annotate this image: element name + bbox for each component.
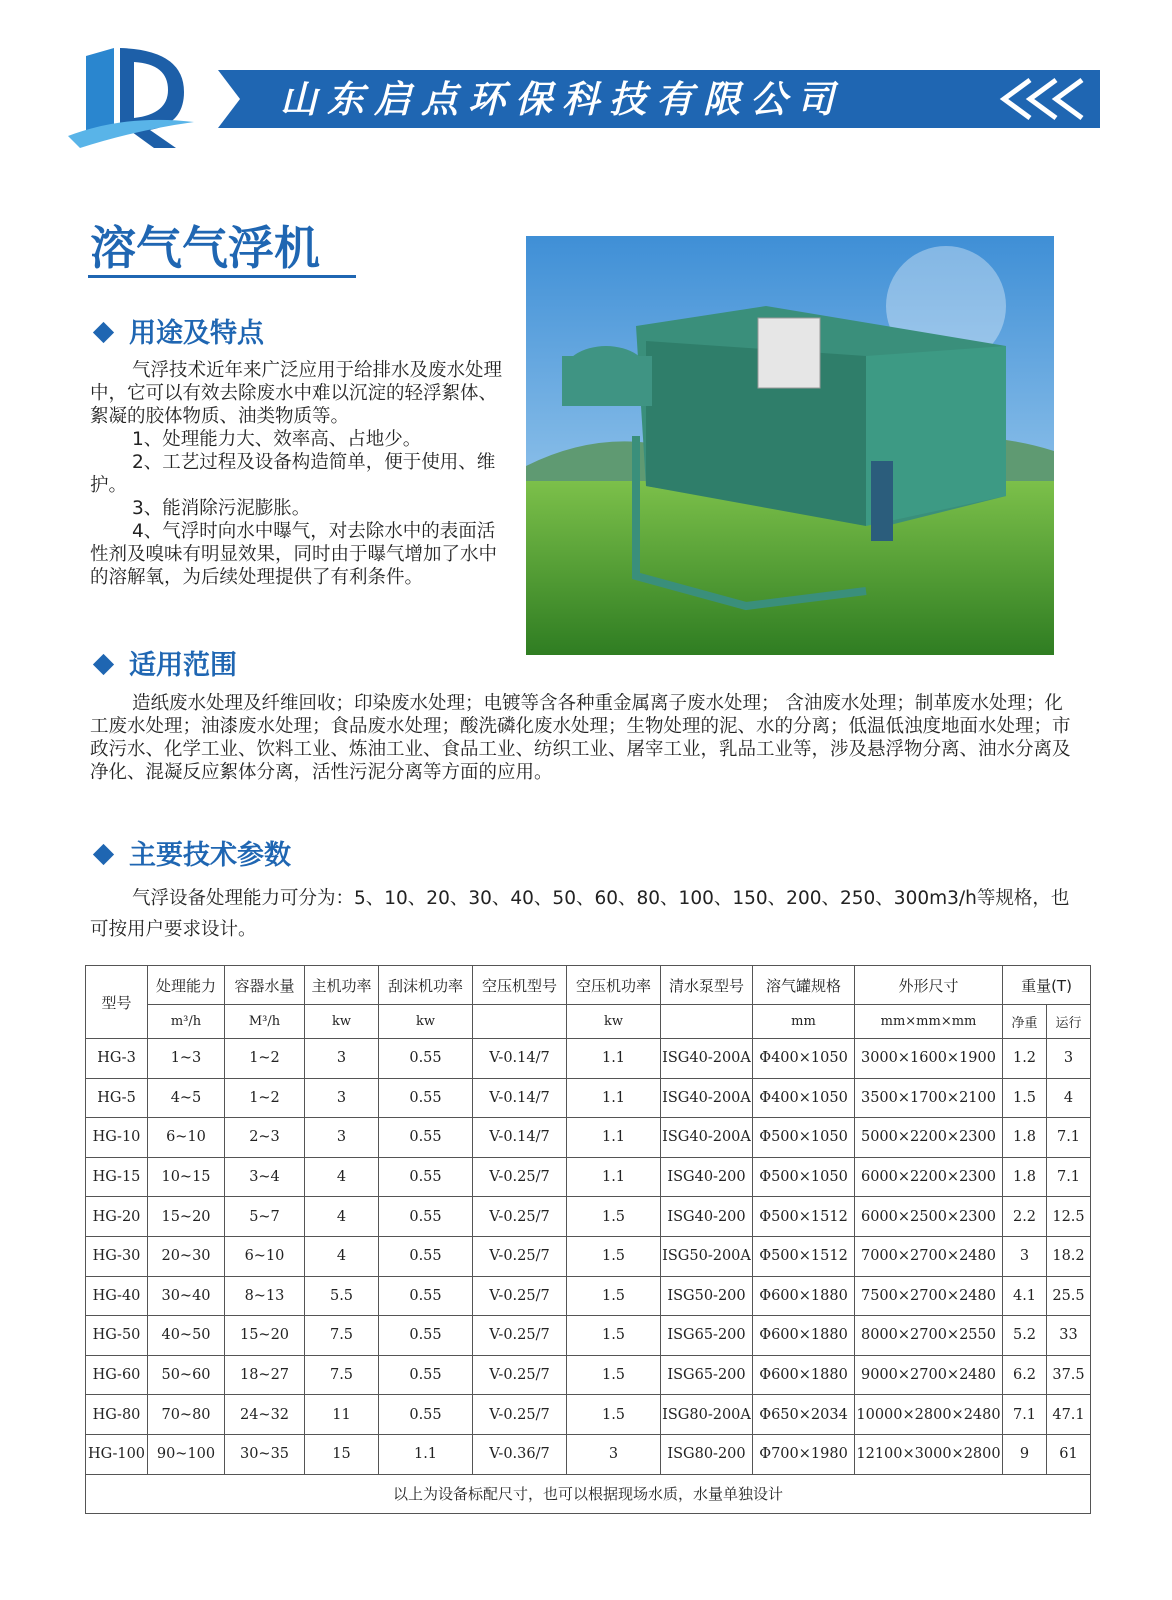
table-header-cell: 空压机型号 — [473, 966, 567, 1005]
table-cell: V-0.14/7 — [473, 1039, 567, 1079]
table-row — [86, 1434, 1091, 1474]
table-cell: 11 — [305, 1395, 379, 1435]
table-cell: 1.5 — [567, 1355, 661, 1395]
table-cell: 18.2 — [1047, 1236, 1091, 1276]
table-cell: 3 — [1003, 1236, 1047, 1276]
product-photo — [526, 236, 1054, 655]
table-cell: ISG40-200 — [661, 1197, 753, 1237]
diamond-bullet-icon — [93, 844, 114, 865]
table-cell: V-0.25/7 — [473, 1197, 567, 1237]
table-row — [86, 1118, 1091, 1158]
table-unit-cell: 净重 — [1003, 1005, 1047, 1039]
table-cell: Φ600×1880 — [753, 1276, 855, 1316]
table-cell: 0.55 — [379, 1316, 473, 1356]
model-cell: HG-20 — [86, 1197, 148, 1237]
table-cell: 15~20 — [225, 1316, 305, 1356]
table-cell: 0.55 — [379, 1236, 473, 1276]
table-cell: 3 — [305, 1078, 379, 1118]
usage-intro: 气浮技术近年来广泛应用于给排水及废水处理中，它可以有效去除废水中难以沉淀的轻浮絮体、絮凝的胶体物质、油类物质等。 — [90, 360, 503, 427]
table-cell: 1.1 — [379, 1434, 473, 1474]
table-cell: 1.5 — [567, 1276, 661, 1316]
table-cell: Φ600×1880 — [753, 1355, 855, 1395]
table-footer-row — [86, 1474, 1091, 1513]
scope-paragraph: 造纸废水处理及纤维回收；印染废水处理；电镀等含各种重金属离子废水处理； 含油废水处理；制革废水处理；化工废水处理；油漆废水处理；食品废水处理；酸洗磷化废水处理；生物处理的泥、水的分离；低温低浊度地面水处理；市政污水、化学工业、饮料工业、炼油工业、食品工业、纺织工业、屠宰工业，乳品工业等，涉及悬浮物分离、油水分离及净化、混凝反应絮体分离，活性污泥分离等方面的应用。 — [90, 693, 1071, 783]
table-cell: 6000×2500×2300 — [855, 1197, 1003, 1237]
table-header-cell: 处理能力 — [148, 966, 225, 1005]
table-cell: 3500×1700×2100 — [855, 1078, 1003, 1118]
usage-item: 4、气浮时向水中曝气，对去除水中的表面活性剂及嗅味有明显效果，同时由于曝气增加了水中的溶解氧，为后续处理提供了有利条件。 — [90, 521, 498, 588]
table-cell: V-0.25/7 — [473, 1157, 567, 1197]
table-row — [86, 1236, 1091, 1276]
company-banner — [218, 70, 1100, 128]
table-cell: 61 — [1047, 1434, 1091, 1474]
table-cell: 70~80 — [148, 1395, 225, 1435]
table-cell: 40~50 — [148, 1316, 225, 1356]
table-cell: 5000×2200×2300 — [855, 1118, 1003, 1158]
model-cell: HG-60 — [86, 1355, 148, 1395]
table-cell: 0.55 — [379, 1118, 473, 1158]
table-cell: 20~30 — [148, 1236, 225, 1276]
company-name: 山东启点环保科技有限公司 — [280, 77, 844, 121]
table-cell: 7500×2700×2480 — [855, 1276, 1003, 1316]
table-cell: V-0.25/7 — [473, 1316, 567, 1356]
table-cell: 9000×2700×2480 — [855, 1355, 1003, 1395]
table-cell: 4 — [305, 1197, 379, 1237]
table-cell: Φ700×1980 — [753, 1434, 855, 1474]
table-cell: 1.5 — [567, 1316, 661, 1356]
model-cell: HG-15 — [86, 1157, 148, 1197]
table-cell: Φ400×1050 — [753, 1078, 855, 1118]
table-unit-cell: kw — [567, 1005, 661, 1039]
table-cell: 0.55 — [379, 1039, 473, 1079]
table-cell: V-0.25/7 — [473, 1276, 567, 1316]
table-cell: Φ500×1050 — [753, 1118, 855, 1158]
table-cell: 1.8 — [1003, 1157, 1047, 1197]
table-cell: Φ500×1512 — [753, 1197, 855, 1237]
table-cell: 7000×2700×2480 — [855, 1236, 1003, 1276]
page-title: 溶气气浮机 — [90, 221, 320, 275]
table-cell: 5.5 — [305, 1276, 379, 1316]
section-heading-params: 主要技术参数 — [92, 838, 291, 874]
table-row — [86, 1157, 1091, 1197]
table-header-cell: 主机功率 — [305, 966, 379, 1005]
table-row — [86, 1039, 1091, 1079]
table-cell: 0.55 — [379, 1276, 473, 1316]
table-cell: ISG65-200 — [661, 1355, 753, 1395]
table-cell: 6~10 — [148, 1118, 225, 1158]
table-header-cell: 外形尺寸 — [855, 966, 1003, 1005]
model-cell: HG-5 — [86, 1078, 148, 1118]
table-cell: 1.1 — [567, 1157, 661, 1197]
table-cell: 3 — [305, 1118, 379, 1158]
table-cell: 0.55 — [379, 1078, 473, 1118]
table-cell: 2~3 — [225, 1118, 305, 1158]
model-cell: HG-30 — [86, 1236, 148, 1276]
table-header-cell: 重量(T) — [1003, 966, 1091, 1005]
table-cell: 1.2 — [1003, 1039, 1047, 1079]
model-cell: HG-3 — [86, 1039, 148, 1079]
table-cell: V-0.25/7 — [473, 1236, 567, 1276]
table-row — [86, 1316, 1091, 1356]
table-cell: V-0.25/7 — [473, 1395, 567, 1435]
company-logo-icon — [66, 44, 198, 150]
scope-text — [90, 692, 1080, 784]
table-cell: 3000×1600×1900 — [855, 1039, 1003, 1079]
table-unit-cell — [661, 1005, 753, 1039]
table-cell: 5.2 — [1003, 1316, 1047, 1356]
table-cell: 12100×3000×2800 — [855, 1434, 1003, 1474]
table-unit-cell: mm — [753, 1005, 855, 1039]
table-cell: Φ650×2034 — [753, 1395, 855, 1435]
table-cell: ISG80-200 — [661, 1434, 753, 1474]
table-cell: ISG80-200A — [661, 1395, 753, 1435]
table-cell: 24~32 — [225, 1395, 305, 1435]
table-cell: 37.5 — [1047, 1355, 1091, 1395]
table-cell: 4 — [1047, 1078, 1091, 1118]
table-cell: Φ600×1880 — [753, 1316, 855, 1356]
model-cell: HG-10 — [86, 1118, 148, 1158]
table-cell: Φ400×1050 — [753, 1039, 855, 1079]
table-cell: 0.55 — [379, 1197, 473, 1237]
section-heading-usage: 用途及特点 — [92, 316, 264, 352]
table-cell: 10~15 — [148, 1157, 225, 1197]
table-cell: 3 — [305, 1039, 379, 1079]
table-cell: 15~20 — [148, 1197, 225, 1237]
table-cell: 7.1 — [1047, 1157, 1091, 1197]
table-cell: 1.5 — [567, 1197, 661, 1237]
table-cell: 1.1 — [567, 1078, 661, 1118]
table-cell: 50~60 — [148, 1355, 225, 1395]
table-cell: 1~2 — [225, 1078, 305, 1118]
chevrons-icon — [958, 76, 1090, 122]
table-cell: ISG50-200 — [661, 1276, 753, 1316]
table-unit-cell — [473, 1005, 567, 1039]
table-cell: 0.55 — [379, 1355, 473, 1395]
title-underline — [88, 275, 356, 278]
table-unit-row — [86, 1005, 1091, 1039]
table-cell: ISG40-200 — [661, 1157, 753, 1197]
usage-item: 1、处理能力大、效率高、占地少。 — [132, 429, 422, 450]
table-cell: 1.5 — [1003, 1078, 1047, 1118]
table-cell: 25.5 — [1047, 1276, 1091, 1316]
table-cell: ISG50-200A — [661, 1236, 753, 1276]
table-cell: 18~27 — [225, 1355, 305, 1395]
table-header-cell: 空压机功率 — [567, 966, 661, 1005]
table-header-cell: 型号 — [86, 966, 148, 1039]
table-row — [86, 1197, 1091, 1237]
params-paragraph: 气浮设备处理能力可分为：5、10、20、30、40、50、60、80、100、150、200、250、300m3/h等规格，也可按用户要求设计。 — [90, 888, 1070, 940]
table-cell: 3 — [1047, 1039, 1091, 1079]
table-cell: ISG65-200 — [661, 1316, 753, 1356]
table-cell: 3 — [567, 1434, 661, 1474]
table-unit-cell: mm×mm×mm — [855, 1005, 1003, 1039]
table-cell: 6.2 — [1003, 1355, 1047, 1395]
table-cell: 1.8 — [1003, 1118, 1047, 1158]
table-cell: 90~100 — [148, 1434, 225, 1474]
table-cell: 1.1 — [567, 1118, 661, 1158]
table-cell: 8000×2700×2550 — [855, 1316, 1003, 1356]
table-unit-cell: kw — [305, 1005, 379, 1039]
table-header-row — [86, 966, 1091, 1005]
table-unit-cell: 运行 — [1047, 1005, 1091, 1039]
diamond-bullet-icon — [93, 322, 114, 343]
diamond-bullet-icon — [93, 654, 114, 675]
model-cell: HG-40 — [86, 1276, 148, 1316]
table-header-cell: 清水泵型号 — [661, 966, 753, 1005]
table-cell: 10000×2800×2480 — [855, 1395, 1003, 1435]
table-cell: 1.5 — [567, 1395, 661, 1435]
usage-item: 2、工艺过程及设备构造简单，便于使用、维护。 — [90, 452, 496, 496]
table-cell: 5~7 — [225, 1197, 305, 1237]
table-cell: Φ500×1512 — [753, 1236, 855, 1276]
model-cell: HG-50 — [86, 1316, 148, 1356]
table-cell: 8~13 — [225, 1276, 305, 1316]
table-cell: 4~5 — [148, 1078, 225, 1118]
table-cell: 7.1 — [1003, 1395, 1047, 1435]
table-row — [86, 1276, 1091, 1316]
table-cell: 4.1 — [1003, 1276, 1047, 1316]
table-cell: 1.5 — [567, 1236, 661, 1276]
table-cell: 2.2 — [1003, 1197, 1047, 1237]
table-cell: 9 — [1003, 1434, 1047, 1474]
table-cell: 6~10 — [225, 1236, 305, 1276]
table-footer-note: 以上为设备标配尺寸，也可以根据现场水质，水量单独设计 — [86, 1474, 1091, 1513]
table-cell: 1~2 — [225, 1039, 305, 1079]
table-cell: V-0.36/7 — [473, 1434, 567, 1474]
model-cell: HG-80 — [86, 1395, 148, 1435]
table-row — [86, 1395, 1091, 1435]
table-cell: 1~3 — [148, 1039, 225, 1079]
table-cell: 6000×2200×2300 — [855, 1157, 1003, 1197]
table-cell: 12.5 — [1047, 1197, 1091, 1237]
params-text — [90, 883, 1080, 945]
table-cell: 3~4 — [225, 1157, 305, 1197]
table-cell: 4 — [305, 1236, 379, 1276]
table-cell: 15 — [305, 1434, 379, 1474]
table-cell: V-0.14/7 — [473, 1078, 567, 1118]
table-header-cell: 容器水量 — [225, 966, 305, 1005]
table-cell: 0.55 — [379, 1157, 473, 1197]
table-cell: 7.5 — [305, 1316, 379, 1356]
table-header-cell: 刮沫机功率 — [379, 966, 473, 1005]
table-header-cell: 溶气罐规格 — [753, 966, 855, 1005]
table-cell: Φ500×1050 — [753, 1157, 855, 1197]
table-unit-cell: m³/h — [148, 1005, 225, 1039]
table-cell: 7.1 — [1047, 1118, 1091, 1158]
table-cell: 30~40 — [148, 1276, 225, 1316]
table-cell: ISG40-200A — [661, 1039, 753, 1079]
table-cell: 1.1 — [567, 1039, 661, 1079]
table-cell: 33 — [1047, 1316, 1091, 1356]
table-cell: 4 — [305, 1157, 379, 1197]
table-cell: V-0.25/7 — [473, 1355, 567, 1395]
table-cell: V-0.14/7 — [473, 1118, 567, 1158]
spec-table — [85, 965, 1091, 1514]
section-heading-scope: 适用范围 — [92, 648, 237, 684]
table-cell: 30~35 — [225, 1434, 305, 1474]
table-cell: 7.5 — [305, 1355, 379, 1395]
usage-item: 3、能消除污泥膨胀。 — [132, 498, 311, 519]
table-cell: 0.55 — [379, 1395, 473, 1435]
usage-text — [90, 359, 512, 589]
table-cell: 47.1 — [1047, 1395, 1091, 1435]
table-row — [86, 1355, 1091, 1395]
table-cell: ISG40-200A — [661, 1118, 753, 1158]
table-row — [86, 1078, 1091, 1118]
model-cell: HG-100 — [86, 1434, 148, 1474]
table-cell: ISG40-200A — [661, 1078, 753, 1118]
table-unit-cell: kw — [379, 1005, 473, 1039]
table-unit-cell: M³/h — [225, 1005, 305, 1039]
